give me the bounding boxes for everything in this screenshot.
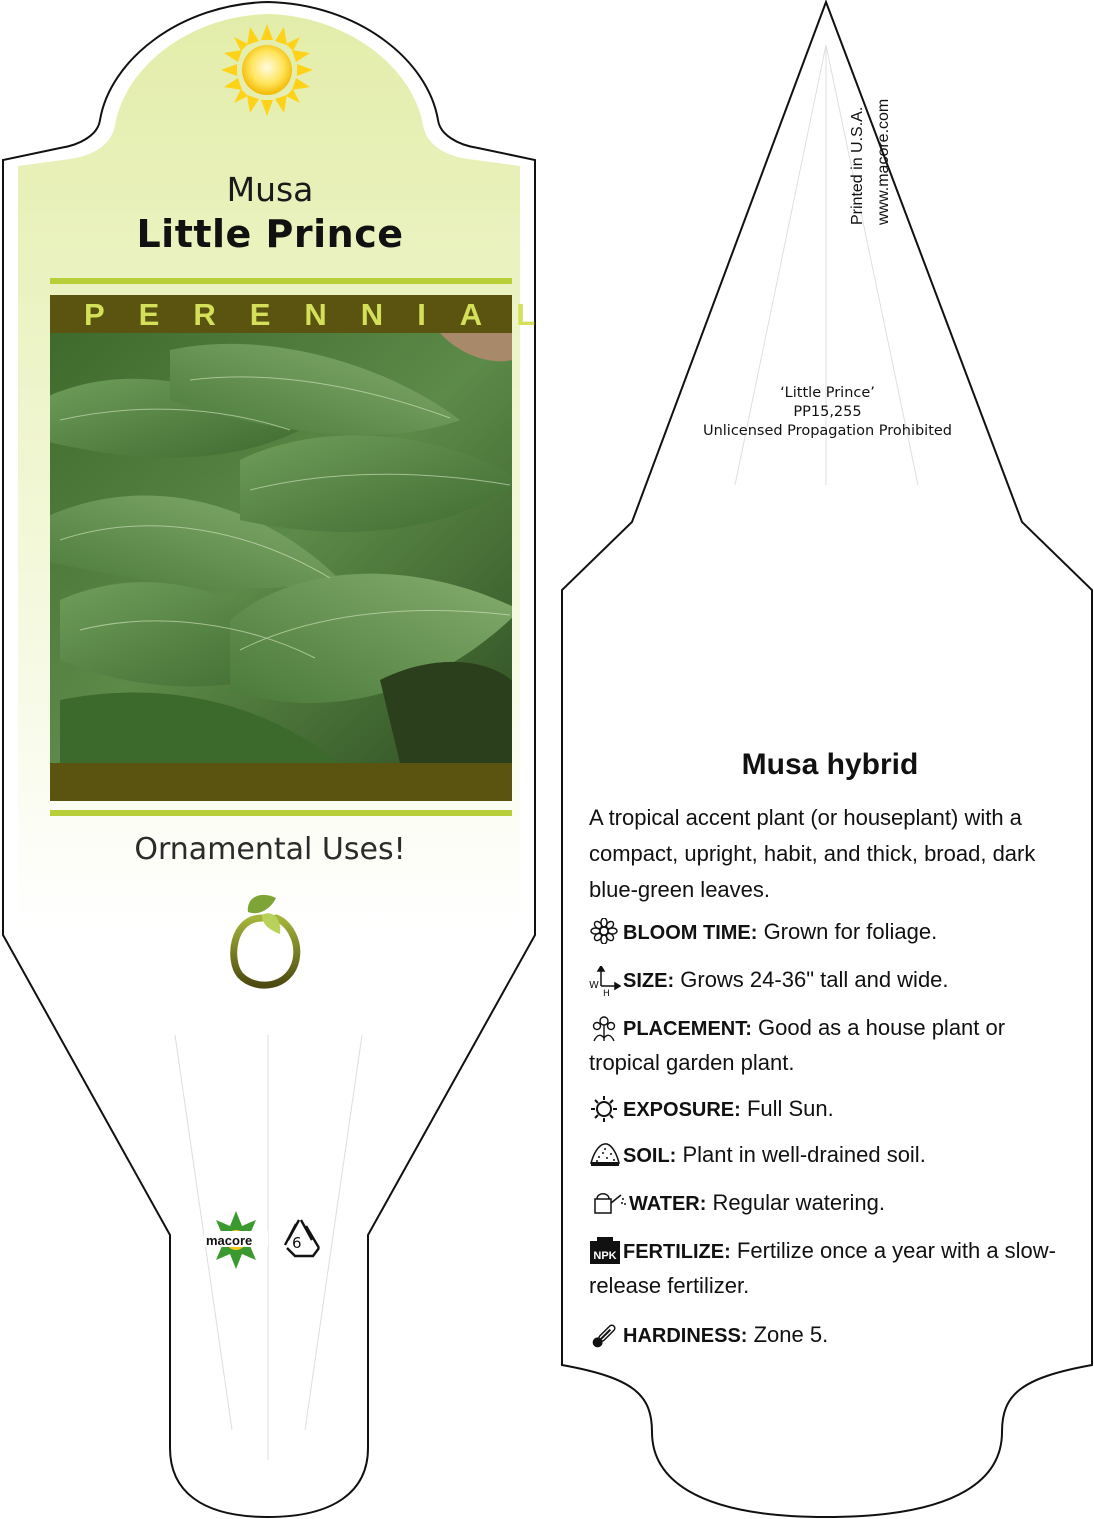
species-title: Musa hybrid — [741, 748, 919, 781]
care-bloom-time — [589, 915, 1059, 950]
care-label: SIZE: — [623, 970, 675, 992]
care-label: FERTILIZE: — [623, 1241, 731, 1263]
patent-block — [640, 384, 1015, 441]
sun-outline-icon — [589, 1095, 623, 1121]
plant-category: PERENNIAL — [84, 297, 570, 332]
care-text: Grown for foliage. — [763, 919, 938, 944]
patent-name: ‘Little Prince’ — [780, 385, 875, 401]
sun-icon — [221, 24, 313, 116]
care-exposure — [589, 1092, 1059, 1127]
npk-text: NPK — [593, 1250, 617, 1262]
care-text: Fertilize once a year with a slow-release fertilizer. — [589, 1238, 1057, 1298]
width-letter: W — [589, 980, 599, 991]
flower-icon — [589, 918, 623, 944]
garden-icon — [589, 1014, 623, 1040]
care-text: Regular watering. — [712, 1190, 885, 1215]
care-hardiness — [589, 1318, 1059, 1353]
thermometer-icon — [589, 1321, 623, 1347]
care-text: Full Sun. — [746, 1096, 834, 1121]
soil-icon — [589, 1141, 623, 1167]
plant-photo — [40, 333, 520, 763]
ornamental-uses: Ornamental Uses! — [134, 832, 406, 867]
care-water — [589, 1186, 1059, 1221]
plant-description: A tropical accent plant (or houseplant) with a compact, upright, habit, and thick, broad, dark blue-green leaves. — [589, 805, 1036, 902]
size-arrows-icon — [589, 966, 623, 996]
care-label: HARDINESS: — [623, 1325, 748, 1347]
recycle-code: 6 — [292, 1234, 302, 1252]
care-text: Grows 24-36" tall and wide. — [680, 967, 949, 992]
website: www.macore.com — [875, 98, 892, 225]
care-fertilize — [589, 1234, 1059, 1302]
npk-icon — [589, 1237, 623, 1263]
care-label: BLOOM TIME: — [623, 922, 758, 944]
height-letter: H — [603, 989, 610, 996]
care-text: Plant in well-drained soil. — [682, 1142, 926, 1167]
watering-can-icon — [589, 1189, 629, 1215]
care-label: EXPOSURE: — [623, 1099, 741, 1121]
patent-number: PP15,255 — [793, 404, 862, 420]
care-label: PLACEMENT: — [623, 1018, 752, 1040]
plant-cultivar: Little Prince — [136, 212, 404, 256]
care-placement — [589, 1011, 1059, 1079]
care-label: SOIL: — [623, 1145, 677, 1167]
plant-genus: Musa — [226, 170, 314, 209]
printed-in: Printed in U.S.A. — [849, 106, 866, 225]
care-size — [589, 963, 1059, 998]
care-text: Good as a house plant or tropical garden plant. — [589, 1015, 1006, 1075]
care-text: Zone 5. — [753, 1322, 829, 1347]
patent-notice: Unlicensed Propagation Prohibited — [702, 423, 953, 439]
care-soil — [589, 1138, 1059, 1173]
care-label: WATER: — [629, 1193, 707, 1215]
brand-name: macore — [206, 1233, 253, 1248]
